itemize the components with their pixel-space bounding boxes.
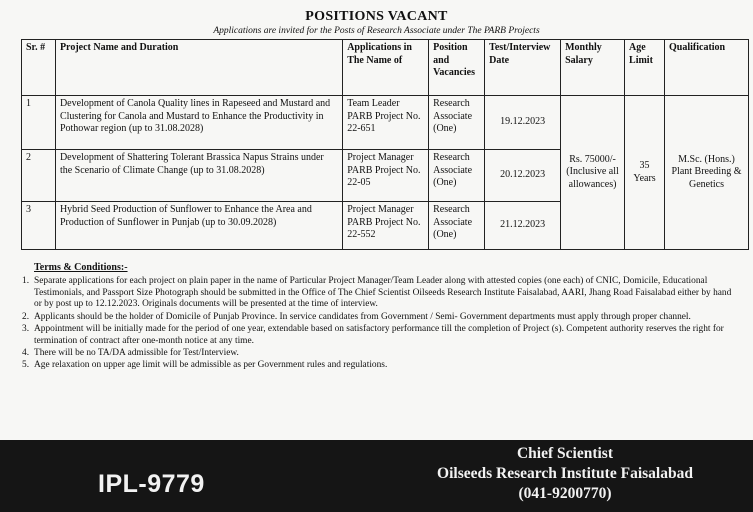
term-text: Age relaxation on upper age limit will be admissible as per Government rules and regulations. xyxy=(34,360,388,371)
cell-position: Research Associate (One) xyxy=(429,96,485,150)
cell-project: Development of Shattering Tolerant Brassica Napus Strains under the Scenario of Climate Change (up to 31.08.2028) xyxy=(55,150,342,202)
ad-subtitle: Applications are invited for the Posts of Research Associate under The PARB Projects xyxy=(213,26,540,36)
cell-project: Development of Canola Quality lines in Rapeseed and Mustard and Clustering for Canola and Mustard to Enhance the Productivity in Pothowar region (up to 31.08.2028) xyxy=(55,96,342,150)
col-header-applicant: Applications in The Name of xyxy=(343,40,429,96)
cell-qualification: M.Sc. (Hons.) Plant Breeding & Genetics xyxy=(665,96,749,250)
signatory-phone: (041-9200770) xyxy=(518,485,612,503)
table-header-row xyxy=(22,40,749,96)
signatory-block xyxy=(400,444,730,504)
positions-table xyxy=(21,39,749,250)
term-text: Separate applications for each project on plain paper in the name of Particular Project Manager/Team Leader along with attested copies (one each) of CNIC, Domicile, Educational Testimonials, and Passport Size Photograph should be submitted in the Office of The Chief Scientist Oilseeds Research Institute Faisalabad, AARI, Jhang Road Faisalabad either by hand or by post up to 12.12.2023. Originals documents will be presented at the time of interview. xyxy=(34,276,732,310)
list-item xyxy=(22,348,740,359)
term-number: 3. xyxy=(22,324,30,335)
col-header-age: Age Limit xyxy=(625,40,665,96)
cell-salary: Rs. 75000/- (Inclusive all allowances) xyxy=(561,96,625,250)
ipl-number: IPL-9779 xyxy=(98,470,205,498)
ad-title: POSITIONS VACANT xyxy=(305,9,448,24)
cell-date: 21.12.2023 xyxy=(485,202,561,250)
footer-bar xyxy=(0,440,753,512)
terms-heading: Terms & Conditions:- xyxy=(34,262,128,273)
term-number: 1. xyxy=(22,276,30,287)
col-header-position: Position and Vacancies xyxy=(429,40,485,96)
signatory-institute: Oilseeds Research Institute Faisalabad xyxy=(437,465,693,483)
term-number: 5. xyxy=(22,360,30,371)
term-text: Applicants should be the holder of Domicile of Punjab Province. In service candidates from Government / Semi- Government departments must apply through proper channel. xyxy=(34,311,691,322)
col-header-project: Project Name and Duration xyxy=(55,40,342,96)
list-item xyxy=(22,312,740,323)
terms-section xyxy=(22,262,740,373)
cell-sr: 2 xyxy=(22,150,56,202)
col-header-salary: Monthly Salary xyxy=(561,40,625,96)
cell-sr: 1 xyxy=(22,96,56,150)
cell-age-limit: 35 Years xyxy=(625,96,665,250)
cell-applicant: Team Leader PARB Project No. 22-651 xyxy=(343,96,429,150)
signatory-designation: Chief Scientist xyxy=(516,445,613,462)
cell-position: Research Associate (One) xyxy=(429,150,485,202)
term-text: There will be no TA/DA admissible for Test/Interview. xyxy=(34,348,239,358)
cell-applicant: Project Manager PARB Project No. 22-552 xyxy=(343,202,429,250)
col-header-sr: Sr. # xyxy=(22,40,56,96)
cell-sr: 3 xyxy=(22,202,56,250)
cell-position: Research Associate (One) xyxy=(429,202,485,250)
term-number: 4. xyxy=(22,348,30,358)
table-row xyxy=(22,96,749,150)
cell-applicant: Project Manager PARB Project No. 22-05 xyxy=(343,150,429,202)
term-text: Appointment will be initially made for the period of one year, extendable based on satisfactory performance till the completion of Project (s). Competent authority reserves the right for termination of contract after one-month notice at any time. xyxy=(34,324,724,346)
col-header-qualification: Qualification xyxy=(665,40,749,96)
terms-list xyxy=(22,276,740,372)
cell-date: 20.12.2023 xyxy=(485,150,561,202)
col-header-date: Test/Interview Date xyxy=(485,40,561,96)
cell-project: Hybrid Seed Production of Sunflower to Enhance the Area and Production of Sunflower in Punjab (up to 30.09.2028) xyxy=(55,202,342,250)
term-number: 2. xyxy=(22,311,30,322)
cell-date: 19.12.2023 xyxy=(485,96,561,150)
list-item xyxy=(22,360,740,371)
list-item xyxy=(22,276,740,310)
list-item xyxy=(22,324,740,347)
